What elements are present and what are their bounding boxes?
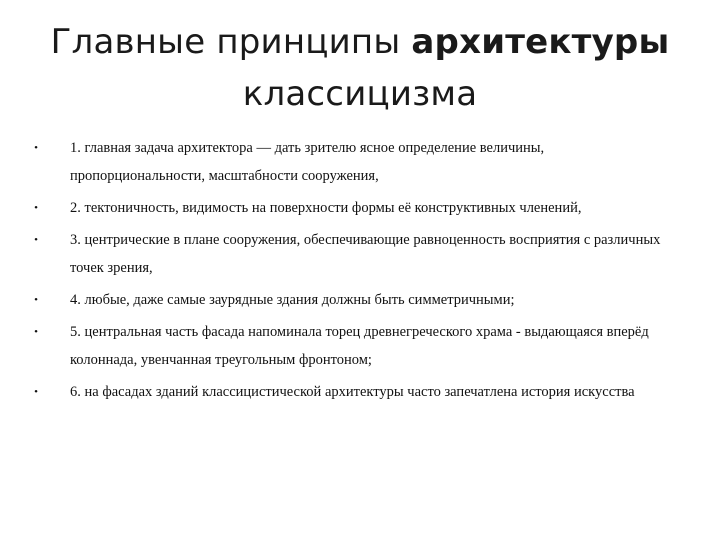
bullet-icon: • bbox=[34, 386, 38, 398]
list-item bbox=[30, 194, 680, 222]
title-text-bold: архитектуры bbox=[411, 22, 670, 62]
bullet-icon: • bbox=[34, 294, 38, 306]
list-item bbox=[30, 378, 680, 406]
bullet-icon: • bbox=[34, 234, 38, 246]
list-item-text: 1. главная задача архитектора — дать зрителю ясное определение величины, пропорциональности, масштабности сооружения, bbox=[70, 140, 545, 184]
list-item-text: 3. центрические в плане сооружения, обеспечивающие равноценность восприятия с различных точек зрения, bbox=[70, 232, 661, 276]
bullet-icon: • bbox=[34, 202, 38, 214]
bullet-icon: • bbox=[34, 326, 38, 338]
title-text-regular: Главные принципы bbox=[50, 22, 412, 62]
list-item bbox=[30, 286, 680, 314]
list-item-text: 6. на фасадах зданий классицистической архитектуры часто запечатлена история искусства bbox=[70, 384, 635, 400]
title-text-second-line: классицизма bbox=[242, 74, 478, 114]
list-item bbox=[30, 226, 680, 282]
list-item-text: 4. любые, даже самые заурядные здания должны быть симметричными; bbox=[70, 292, 515, 308]
list-item-text: 2. тектоничность, видимость на поверхности формы её конструктивных членений, bbox=[70, 200, 582, 216]
bullet-icon: • bbox=[34, 142, 38, 154]
principles-list bbox=[30, 134, 680, 410]
list-item bbox=[30, 134, 680, 190]
slide-title bbox=[20, 16, 700, 120]
list-item-text: 5. центральная часть фасада напоминала торец древнегреческого храма - выдающаяся вперёд колоннада, увенчанная треугольным фронтоном; bbox=[70, 324, 649, 368]
list-item bbox=[30, 318, 680, 374]
